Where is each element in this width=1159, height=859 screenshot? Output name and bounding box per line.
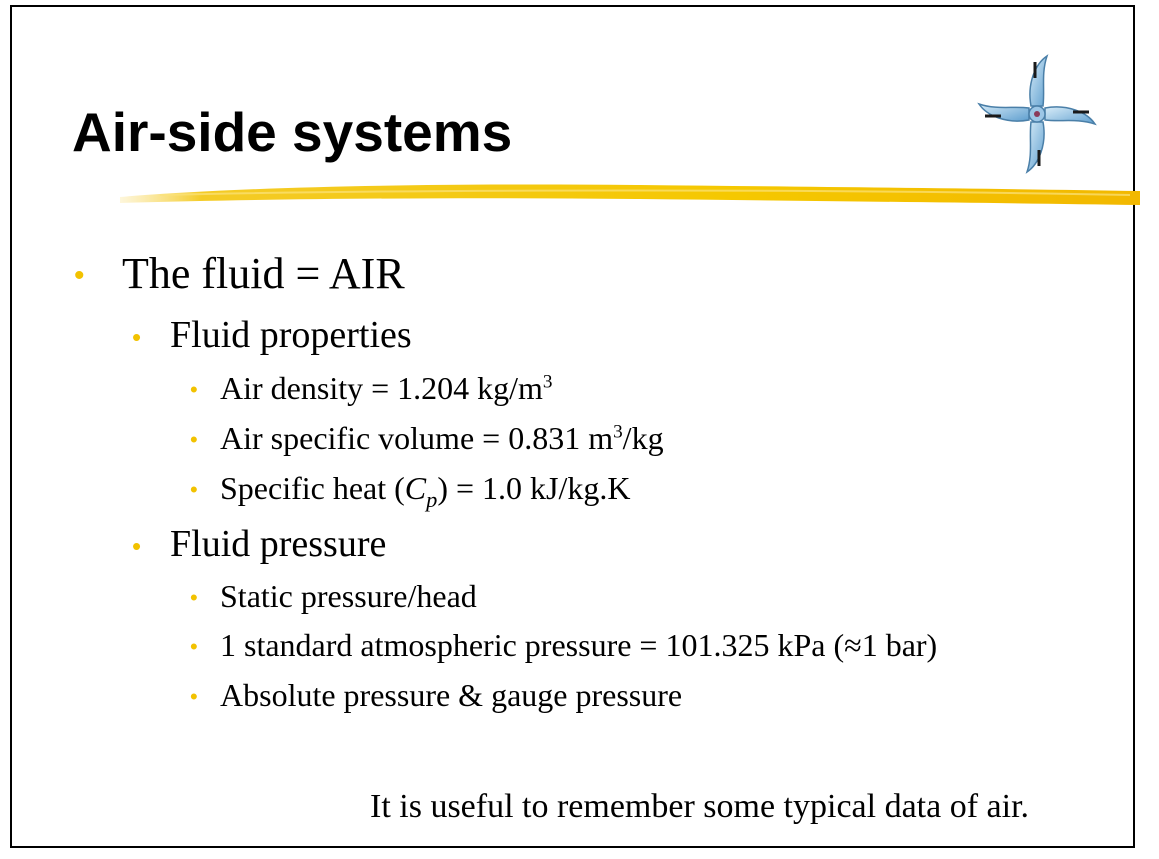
slide-title: Air-side systems <box>72 101 513 163</box>
bullet-dot: • <box>74 259 85 292</box>
bullet-text: Fluid properties <box>170 314 412 356</box>
bullet-air-specific-volume <box>190 418 664 458</box>
slide <box>10 5 1135 848</box>
bullet-dot: • <box>132 531 142 561</box>
bullet-text-suffix: ) = 1.0 kJ/kg.K <box>437 470 631 506</box>
bullet-fluid-properties <box>132 312 412 358</box>
bullet-atmospheric-pressure <box>190 625 938 665</box>
bullet-text: 1 standard atmospheric pressure = 101.325 kPa (≈1 bar) <box>220 627 938 663</box>
bullet-air-density <box>190 368 553 408</box>
variable: C <box>404 470 427 506</box>
bullet-dot: • <box>190 377 198 402</box>
bullet-text: The fluid = AIR <box>122 249 405 298</box>
bullet-fluid-air <box>74 248 405 300</box>
bullet-text: Air density = 1.204 kg/m <box>220 370 543 406</box>
bullet-text-suffix: /kg <box>622 420 664 456</box>
bullet-dot: • <box>190 477 198 502</box>
bullet-specific-heat <box>190 468 631 512</box>
fan-icon <box>967 49 1107 179</box>
bullet-dot: • <box>190 684 198 709</box>
bullet-text: Specific heat ( <box>220 470 405 506</box>
bullet-text: Air specific volume = 0.831 m <box>220 420 614 456</box>
bullet-text: Static pressure/head <box>220 578 477 614</box>
bullet-text: Absolute pressure & gauge pressure <box>220 677 683 713</box>
subscript: p <box>426 486 438 512</box>
bullet-static-pressure <box>190 576 477 616</box>
superscript: 3 <box>542 371 553 393</box>
bullet-dot: • <box>190 585 198 610</box>
slide-footer-note: It is useful to remember some typical data of air. <box>370 788 1030 825</box>
superscript: 3 <box>613 421 623 443</box>
bullet-text: Fluid pressure <box>170 523 387 565</box>
title-underline <box>120 175 1140 213</box>
bullet-fluid-pressure <box>132 521 387 567</box>
bullet-dot: • <box>190 427 198 452</box>
bullet-dot: • <box>190 634 198 659</box>
bullet-dot: • <box>132 322 142 352</box>
bullet-absolute-gauge-pressure <box>190 675 683 715</box>
